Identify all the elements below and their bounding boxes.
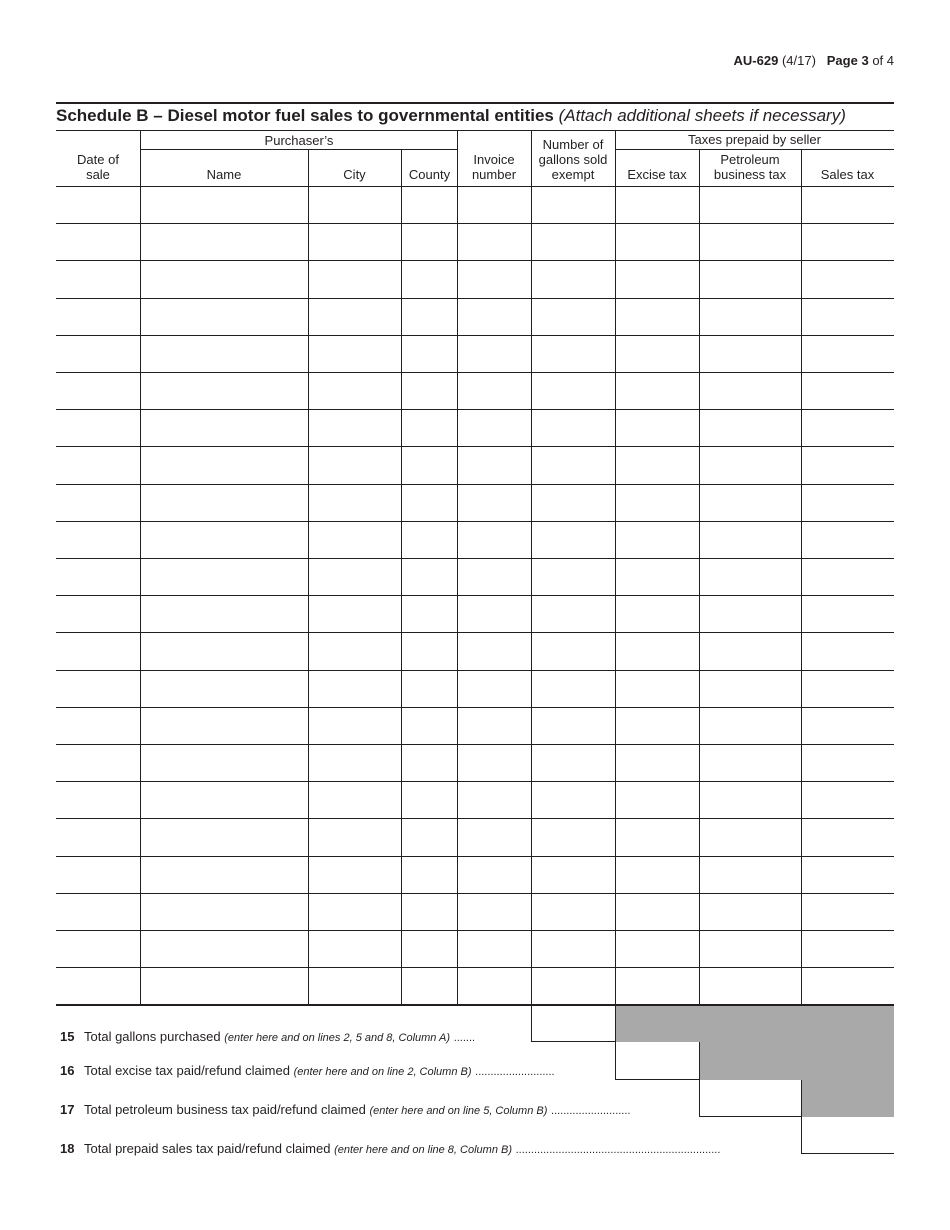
gallons-cell[interactable]	[532, 224, 615, 261]
petroleum-cell[interactable]	[700, 745, 801, 782]
county-cell[interactable]	[402, 224, 457, 261]
sales-cell[interactable]	[802, 857, 894, 894]
petroleum-cell[interactable]	[700, 931, 801, 968]
city-cell[interactable]	[309, 373, 401, 410]
county-cell[interactable]	[402, 745, 457, 782]
excise-cell[interactable]	[616, 708, 699, 745]
city-cell[interactable]	[309, 522, 401, 559]
line-17-note: (enter here and on line 5, Column B)	[369, 1105, 548, 1117]
city-cell[interactable]	[309, 671, 401, 708]
table-row	[56, 336, 894, 373]
city-cell[interactable]	[309, 745, 401, 782]
gallons-cell[interactable]	[532, 447, 615, 484]
gallons-cell[interactable]	[532, 857, 615, 894]
col-gallons-label-1: Number of	[542, 137, 604, 152]
sales-cell[interactable]	[802, 336, 894, 373]
table-row	[56, 447, 894, 484]
shaded-area-17	[801, 1080, 894, 1117]
county-cell[interactable]	[402, 857, 457, 894]
excise-cell[interactable]	[616, 596, 699, 633]
sales-cell[interactable]	[802, 745, 894, 782]
sales-cell[interactable]	[802, 633, 894, 670]
date-cell[interactable]	[57, 559, 140, 596]
table-row	[56, 299, 894, 336]
excise-cell[interactable]	[616, 299, 699, 336]
petroleum-cell[interactable]	[700, 596, 801, 633]
petroleum-cell[interactable]	[700, 671, 801, 708]
city-cell[interactable]	[309, 894, 401, 931]
table-row	[56, 708, 894, 745]
date-cell[interactable]	[57, 931, 140, 968]
table-row	[56, 745, 894, 782]
petroleum-cell[interactable]	[700, 819, 801, 856]
date-cell[interactable]	[57, 336, 140, 373]
col-petro-label-2: business tax	[713, 167, 787, 182]
invoice-cell[interactable]	[458, 633, 531, 670]
petroleum-cell[interactable]	[700, 187, 801, 224]
table-row	[56, 894, 894, 931]
county-cell[interactable]	[402, 819, 457, 856]
county-cell[interactable]	[402, 782, 457, 819]
sales-cell[interactable]	[802, 299, 894, 336]
county-cell[interactable]	[402, 261, 457, 298]
name-cell[interactable]	[141, 336, 308, 373]
city-cell[interactable]	[309, 559, 401, 596]
sales-cell[interactable]	[802, 373, 894, 410]
gallons-cell[interactable]	[532, 373, 615, 410]
petroleum-cell[interactable]	[700, 894, 801, 931]
city-cell[interactable]	[309, 485, 401, 522]
shaded-area-15	[615, 1006, 894, 1042]
sales-cell[interactable]	[802, 522, 894, 559]
col-petroleum-business-tax	[699, 150, 801, 182]
line-18-number: 18	[60, 1141, 75, 1156]
city-cell[interactable]	[309, 336, 401, 373]
petroleum-cell[interactable]	[700, 373, 801, 410]
excise-cell[interactable]	[616, 671, 699, 708]
excise-cell[interactable]	[616, 447, 699, 484]
city-cell[interactable]	[309, 447, 401, 484]
schedule-title-main: Schedule B – Diesel motor fuel sales to governmental entities	[56, 106, 554, 125]
invoice-cell[interactable]	[458, 931, 531, 968]
city-cell[interactable]	[309, 596, 401, 633]
petroleum-cell[interactable]	[700, 299, 801, 336]
name-cell[interactable]	[141, 782, 308, 819]
sales-cell[interactable]	[802, 187, 894, 224]
table-row	[56, 633, 894, 670]
group-purchaser: Purchaser’s	[264, 133, 334, 148]
county-cell[interactable]	[402, 299, 457, 336]
city-cell[interactable]	[309, 410, 401, 447]
petroleum-cell[interactable]	[700, 782, 801, 819]
col-gallons-label-3: exempt	[551, 167, 595, 182]
gallons-cell[interactable]	[532, 299, 615, 336]
schedule-title-note: (Attach additional sheets if necessary)	[558, 106, 846, 125]
gallons-cell[interactable]	[532, 708, 615, 745]
table-row	[56, 187, 894, 224]
name-cell[interactable]	[141, 633, 308, 670]
header-top-line	[56, 130, 894, 131]
line-18-note: (enter here and on line 8, Column B)	[334, 1144, 512, 1156]
table-row	[56, 782, 894, 819]
col-sales-tax: Sales tax	[820, 167, 875, 182]
date-cell[interactable]	[57, 596, 140, 633]
gallons-cell[interactable]	[532, 968, 615, 1005]
excise-cell[interactable]	[616, 373, 699, 410]
name-cell[interactable]	[141, 373, 308, 410]
line-17-leader: ..........................	[551, 1105, 631, 1117]
date-cell[interactable]	[57, 671, 140, 708]
petroleum-cell[interactable]	[700, 410, 801, 447]
name-cell[interactable]	[141, 745, 308, 782]
date-cell[interactable]	[57, 745, 140, 782]
petroleum-cell[interactable]	[700, 559, 801, 596]
county-cell[interactable]	[402, 931, 457, 968]
date-cell[interactable]	[57, 633, 140, 670]
name-cell[interactable]	[141, 708, 308, 745]
page-of: of 4	[872, 53, 894, 68]
county-cell[interactable]	[402, 447, 457, 484]
sales-cell[interactable]	[802, 410, 894, 447]
name-cell[interactable]	[141, 447, 308, 484]
excise-cell[interactable]	[616, 745, 699, 782]
invoice-cell[interactable]	[458, 782, 531, 819]
table-row	[56, 857, 894, 894]
invoice-cell[interactable]	[458, 522, 531, 559]
gallons-cell[interactable]	[532, 633, 615, 670]
city-cell[interactable]	[309, 857, 401, 894]
date-cell[interactable]	[57, 447, 140, 484]
line-16-label: Total excise tax paid/refund claimed	[84, 1063, 290, 1078]
county-cell[interactable]	[402, 559, 457, 596]
col-date-label-2: sale	[86, 167, 110, 182]
county-cell[interactable]	[402, 522, 457, 559]
line-18-label: Total prepaid sales tax paid/refund claimed	[84, 1141, 331, 1156]
city-cell[interactable]	[309, 708, 401, 745]
date-cell[interactable]	[57, 261, 140, 298]
invoice-cell[interactable]	[458, 819, 531, 856]
name-cell[interactable]	[141, 261, 308, 298]
sales-cell[interactable]	[802, 968, 894, 1005]
county-cell[interactable]	[402, 485, 457, 522]
table-row	[56, 522, 894, 559]
excise-cell[interactable]	[616, 782, 699, 819]
table-row	[56, 559, 894, 596]
line-15-amount-field[interactable]	[531, 1006, 616, 1042]
excise-cell[interactable]	[616, 224, 699, 261]
county-cell[interactable]	[402, 373, 457, 410]
invoice-cell[interactable]	[458, 224, 531, 261]
col-gallons-exempt	[531, 134, 615, 182]
excise-cell[interactable]	[616, 522, 699, 559]
city-cell[interactable]	[309, 224, 401, 261]
name-cell[interactable]	[141, 299, 308, 336]
table-row	[56, 224, 894, 261]
name-cell[interactable]	[141, 522, 308, 559]
invoice-cell[interactable]	[458, 261, 531, 298]
gallons-cell[interactable]	[532, 485, 615, 522]
date-cell[interactable]	[57, 894, 140, 931]
petroleum-cell[interactable]	[700, 336, 801, 373]
col-invoice-label-1: Invoice	[473, 152, 515, 167]
city-cell[interactable]	[309, 187, 401, 224]
page-label: Page 3	[826, 53, 869, 68]
petroleum-cell[interactable]	[700, 485, 801, 522]
table-row	[56, 485, 894, 522]
name-cell[interactable]	[141, 224, 308, 261]
invoice-cell[interactable]	[458, 968, 531, 1005]
line-16-note: (enter here and on line 2, Column B)	[293, 1066, 472, 1078]
sales-cell[interactable]	[802, 819, 894, 856]
county-cell[interactable]	[402, 968, 457, 1005]
excise-cell[interactable]	[616, 819, 699, 856]
county-cell[interactable]	[402, 336, 457, 373]
name-cell[interactable]	[141, 931, 308, 968]
sales-cell[interactable]	[802, 559, 894, 596]
sales-cell[interactable]	[802, 224, 894, 261]
city-cell[interactable]	[309, 931, 401, 968]
line-18	[60, 1141, 720, 1156]
table-row	[56, 931, 894, 968]
name-cell[interactable]	[141, 559, 308, 596]
county-cell[interactable]	[402, 410, 457, 447]
city-cell[interactable]	[309, 968, 401, 1005]
date-cell[interactable]	[57, 968, 140, 1005]
county-cell[interactable]	[402, 633, 457, 670]
excise-cell[interactable]	[616, 931, 699, 968]
date-cell[interactable]	[57, 373, 140, 410]
petroleum-cell[interactable]	[700, 522, 801, 559]
line-17-amount-field[interactable]	[699, 1080, 802, 1117]
city-cell[interactable]	[309, 633, 401, 670]
form-header	[734, 53, 894, 68]
excise-cell[interactable]	[616, 485, 699, 522]
invoice-cell[interactable]	[458, 299, 531, 336]
gallons-cell[interactable]	[532, 782, 615, 819]
table-row	[56, 968, 894, 1005]
sales-cell[interactable]	[802, 894, 894, 931]
line-15-label: Total gallons purchased	[84, 1029, 221, 1044]
petroleum-cell[interactable]	[700, 633, 801, 670]
invoice-cell[interactable]	[458, 671, 531, 708]
name-cell[interactable]	[141, 596, 308, 633]
line-17	[60, 1102, 630, 1117]
gallons-cell[interactable]	[532, 745, 615, 782]
petroleum-cell[interactable]	[700, 224, 801, 261]
invoice-cell[interactable]	[458, 336, 531, 373]
sales-cell[interactable]	[802, 261, 894, 298]
petroleum-cell[interactable]	[700, 857, 801, 894]
table-row	[56, 819, 894, 856]
invoice-cell[interactable]	[458, 485, 531, 522]
invoice-cell[interactable]	[458, 410, 531, 447]
sales-cell[interactable]	[802, 708, 894, 745]
col-name: Name	[206, 167, 242, 182]
form-code: AU-629	[733, 53, 779, 68]
petroleum-cell[interactable]	[700, 968, 801, 1005]
invoice-cell[interactable]	[458, 745, 531, 782]
county-cell[interactable]	[402, 894, 457, 931]
col-gallons-label-2: gallons sold	[538, 152, 608, 167]
invoice-cell[interactable]	[458, 894, 531, 931]
sales-cell[interactable]	[802, 671, 894, 708]
name-cell[interactable]	[141, 857, 308, 894]
date-cell[interactable]	[57, 522, 140, 559]
line-16-amount-field[interactable]	[615, 1042, 700, 1080]
col-date-of-sale	[56, 150, 140, 182]
line-18-amount-field[interactable]	[801, 1117, 894, 1154]
sales-cell[interactable]	[802, 782, 894, 819]
invoice-cell[interactable]	[458, 447, 531, 484]
date-cell[interactable]	[57, 410, 140, 447]
name-cell[interactable]	[141, 671, 308, 708]
col-invoice-number	[457, 150, 531, 182]
gallons-cell[interactable]	[532, 522, 615, 559]
line-16-leader: ..........................	[475, 1066, 555, 1078]
excise-cell[interactable]	[616, 968, 699, 1005]
excise-cell[interactable]	[616, 559, 699, 596]
shaded-area-16	[699, 1042, 894, 1080]
line-16-number: 16	[60, 1063, 75, 1078]
city-cell[interactable]	[309, 819, 401, 856]
date-cell[interactable]	[57, 485, 140, 522]
invoice-cell[interactable]	[458, 187, 531, 224]
gallons-cell[interactable]	[532, 559, 615, 596]
name-cell[interactable]	[141, 894, 308, 931]
form-revision: (4/17)	[781, 53, 816, 68]
title-rule	[56, 102, 894, 104]
date-cell[interactable]	[57, 299, 140, 336]
col-date-label-1: Date of	[77, 152, 119, 167]
date-cell[interactable]	[57, 857, 140, 894]
gallons-cell[interactable]	[532, 596, 615, 633]
gallons-cell[interactable]	[532, 894, 615, 931]
gallons-cell[interactable]	[532, 187, 615, 224]
excise-cell[interactable]	[616, 187, 699, 224]
invoice-cell[interactable]	[458, 596, 531, 633]
gallons-cell[interactable]	[532, 671, 615, 708]
line-17-label: Total petroleum business tax paid/refund claimed	[84, 1102, 366, 1117]
sales-cell[interactable]	[802, 931, 894, 968]
county-cell[interactable]	[402, 596, 457, 633]
petroleum-cell[interactable]	[700, 261, 801, 298]
invoice-cell[interactable]	[458, 559, 531, 596]
line-16	[60, 1063, 555, 1078]
invoice-cell[interactable]	[458, 857, 531, 894]
excise-cell[interactable]	[616, 894, 699, 931]
line-18-leader: ...................................................................	[515, 1144, 721, 1156]
date-cell[interactable]	[57, 187, 140, 224]
sales-cell[interactable]	[802, 447, 894, 484]
name-cell[interactable]	[141, 187, 308, 224]
col-county: County	[408, 167, 451, 182]
name-cell[interactable]	[141, 485, 308, 522]
line-15-number: 15	[60, 1029, 75, 1044]
gallons-cell[interactable]	[532, 931, 615, 968]
name-cell[interactable]	[141, 410, 308, 447]
sales-cell[interactable]	[802, 485, 894, 522]
name-cell[interactable]	[141, 968, 308, 1005]
table-row	[56, 596, 894, 633]
table-row	[56, 261, 894, 298]
col-excise-tax: Excise tax	[627, 167, 687, 182]
city-cell[interactable]	[309, 261, 401, 298]
petroleum-cell[interactable]	[700, 447, 801, 484]
table-row	[56, 373, 894, 410]
excise-cell[interactable]	[616, 410, 699, 447]
county-cell[interactable]	[402, 187, 457, 224]
date-cell[interactable]	[57, 782, 140, 819]
gallons-cell[interactable]	[532, 261, 615, 298]
petroleum-cell[interactable]	[700, 708, 801, 745]
city-cell[interactable]	[309, 299, 401, 336]
invoice-cell[interactable]	[458, 373, 531, 410]
sales-cell[interactable]	[802, 596, 894, 633]
col-invoice-label-2: number	[471, 167, 517, 182]
group-taxes-prepaid: Taxes prepaid by seller	[688, 132, 821, 147]
excise-cell[interactable]	[616, 857, 699, 894]
excise-cell[interactable]	[616, 336, 699, 373]
name-cell[interactable]	[141, 819, 308, 856]
excise-cell[interactable]	[616, 633, 699, 670]
line-15-note: (enter here and on lines 2, 5 and 8, Column A)	[224, 1032, 451, 1044]
date-cell[interactable]	[57, 708, 140, 745]
col-petro-label-1: Petroleum	[720, 152, 780, 167]
table-row	[56, 671, 894, 708]
table-row	[56, 410, 894, 447]
schedule-title	[56, 106, 894, 126]
gallons-cell[interactable]	[532, 410, 615, 447]
county-cell[interactable]	[402, 671, 457, 708]
city-cell[interactable]	[309, 782, 401, 819]
date-cell[interactable]	[57, 819, 140, 856]
county-cell[interactable]	[402, 708, 457, 745]
date-cell[interactable]	[57, 224, 140, 261]
line-15-leader: .......	[453, 1032, 476, 1044]
col-city: City	[343, 167, 366, 182]
line-17-number: 17	[60, 1102, 75, 1117]
line-15	[60, 1029, 475, 1044]
invoice-cell[interactable]	[458, 708, 531, 745]
excise-cell[interactable]	[616, 261, 699, 298]
gallons-cell[interactable]	[532, 819, 615, 856]
gallons-cell[interactable]	[532, 336, 615, 373]
